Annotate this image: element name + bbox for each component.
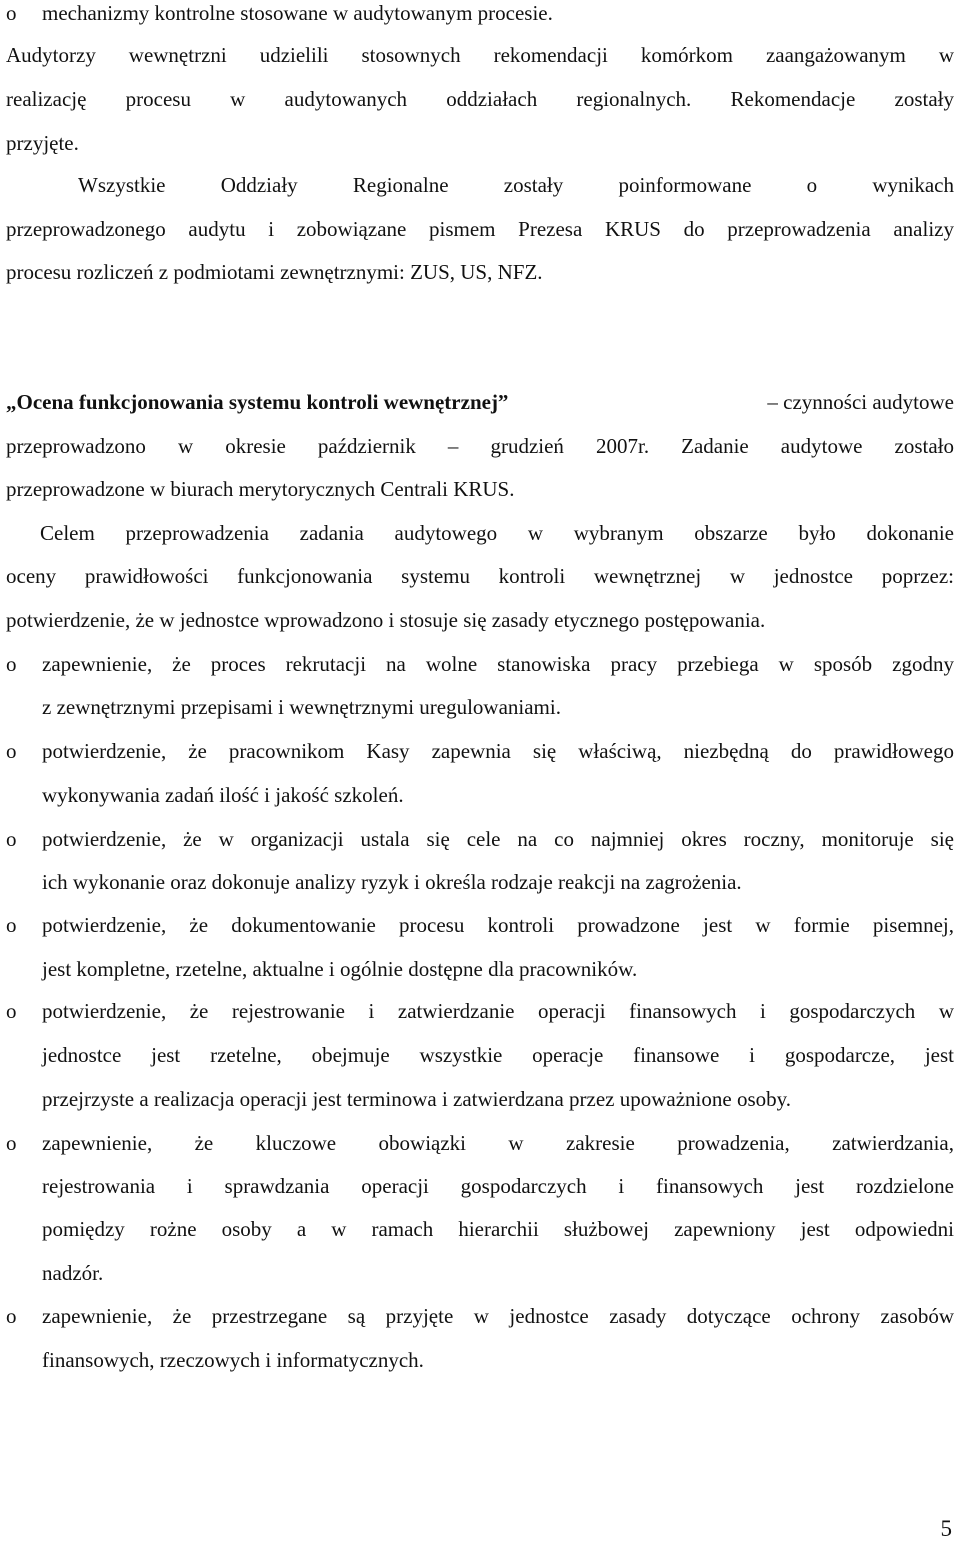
list-item-line: z zewnętrznymi przepisami i wewnętrznymi uregulowaniami. <box>42 695 561 719</box>
list-bullet: o <box>6 739 17 763</box>
paragraph-line: oceny prawidłowości funkcjonowania systemu kontroli wewnętrznej w jednostce poprzez: <box>6 564 954 588</box>
paragraph-line: procesu rozliczeń z podmiotami zewnętrznymi: ZUS, US, NFZ. <box>6 260 543 284</box>
list-item-line: potwierdzenie, że pracownikom Kasy zapewnia się właściwą, niezbędną do prawidłowego <box>42 739 954 763</box>
paragraph-line: przeprowadzonego audytu i zobowiązane pismem Prezesa KRUS do przeprowadzenia analizy <box>6 217 954 241</box>
section-title: „Ocena funkcjonowania systemu kontroli wewnętrznej” <box>6 390 509 414</box>
list-bullet: o <box>6 827 17 851</box>
list-item-line: zapewnienie, że przestrzegane są przyjęte w jednostce zasady dotyczące ochrony zasobów <box>42 1304 954 1328</box>
list-item-line: finansowych, rzeczowych i informatycznych. <box>42 1348 424 1372</box>
list-item-line: jednostce jest rzetelne, obejmuje wszystkie operacje finansowe i gospodarcze, jest <box>42 1043 954 1067</box>
page-number: 5 <box>940 1516 952 1541</box>
paragraph-line: przeprowadzono w okresie październik – grudzień 2007r. Zadanie audytowe zostało <box>6 434 954 458</box>
list-bullet: o <box>6 999 17 1023</box>
paragraph-line: Wszystkie Oddziały Regionalne zostały poinformowane o wynikach <box>78 173 954 197</box>
paragraph-line: realizację procesu w audytowanych oddziałach regionalnych. Rekomendacje zostały <box>6 87 954 111</box>
list-item-line: zapewnienie, że kluczowe obowiązki w zakresie prowadzenia, zatwierdzania, <box>42 1131 954 1155</box>
list-item-line: przejrzyste a realizacja operacji jest terminowa i zatwierdzana przez upoważnione osoby. <box>42 1087 792 1111</box>
list-bullet: o <box>6 1 17 25</box>
list-bullet: o <box>6 1304 17 1328</box>
paragraph-line: Audytorzy wewnętrzni udzielili stosownych rekomendacji komórkom zaangażowanym w <box>6 43 954 67</box>
section-title-rest: – czynności audytowe <box>767 390 954 414</box>
paragraph-line: Celem przeprowadzenia zadania audytowego w wybranym obszarze było dokonanie <box>40 521 954 545</box>
list-bullet: o <box>6 652 17 676</box>
list-item-line: pomiędzy rożne osoby a w ramach hierarchii służbowej zapewniony jest odpowiedni <box>42 1217 954 1241</box>
list-item-line: potwierdzenie, że w organizacji ustala się cele na co najmniej okres roczny, monitoruje się <box>42 827 954 851</box>
list-item-line: zapewnienie, że proces rekrutacji na wolne stanowiska pracy przebiega w sposób zgodny <box>42 652 954 676</box>
top-list-item: mechanizmy kontrolne stosowane w audytowanym procesie. <box>42 1 553 25</box>
list-item-line: nadzór. <box>42 1261 104 1285</box>
list-bullet: o <box>6 913 17 937</box>
list-item-line: potwierdzenie, że dokumentowanie procesu kontroli prowadzone jest w formie pisemnej, <box>42 913 954 937</box>
list-item-line: jest kompletne, rzetelne, aktualne i ogólnie dostępne dla pracowników. <box>42 957 638 981</box>
section-heading-line <box>6 389 954 415</box>
paragraph-line: przyjęte. <box>6 131 79 155</box>
paragraph-line: przeprowadzone w biurach merytorycznych Centrali KRUS. <box>6 477 515 501</box>
list-item-line: ich wykonanie oraz dokonuje analizy ryzyk i określa rodzaje reakcji na zagrożenia. <box>42 870 742 894</box>
list-bullet: o <box>6 1131 17 1155</box>
paragraph-line: potwierdzenie, że w jednostce wprowadzono i stosuje się zasady etycznego postępowania. <box>6 608 766 632</box>
list-item-line: wykonywania zadań ilość i jakość szkoleń. <box>42 783 404 807</box>
list-item-line: rejestrowania i sprawdzania operacji gospodarczych i finansowych jest rozdzielone <box>42 1174 954 1198</box>
list-item-line: potwierdzenie, że rejestrowanie i zatwierdzanie operacji finansowych i gospodarczych w <box>42 999 954 1023</box>
